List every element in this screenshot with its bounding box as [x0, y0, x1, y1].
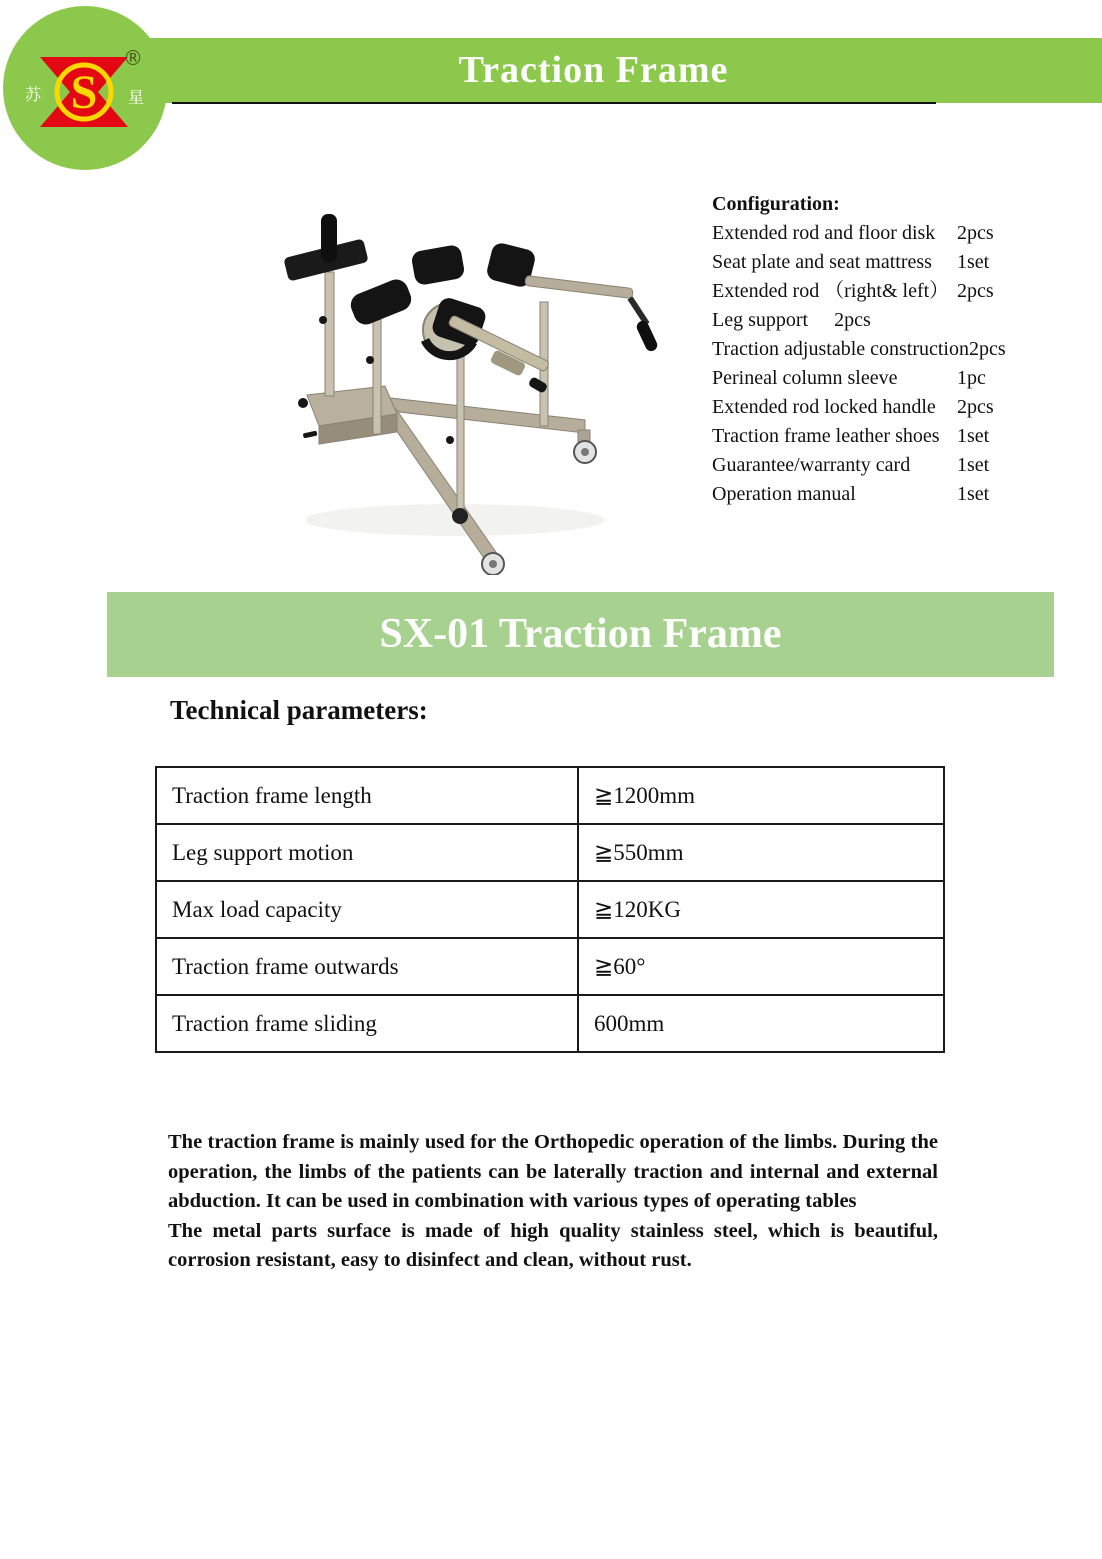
configuration-heading: Configuration:: [712, 193, 840, 215]
traction-frame-illustration: [245, 190, 715, 575]
registered-trademark-icon: ®: [123, 46, 143, 70]
spec-value: ≧120KG: [578, 881, 944, 938]
config-item: [712, 306, 1042, 335]
technical-parameters-heading: Technical parameters:: [170, 695, 428, 725]
config-item: [712, 248, 1042, 277]
logo-monogram: S: [70, 66, 98, 119]
config-item-qty: 2pcs: [834, 309, 871, 331]
page-title: Traction Frame: [458, 49, 729, 91]
config-item: [712, 422, 1042, 451]
table-row: [156, 767, 944, 824]
configuration-section: [712, 190, 1042, 509]
config-item-qty: 1set: [957, 251, 990, 273]
product-description: [168, 1128, 938, 1276]
config-item: [712, 451, 1042, 480]
config-item-qty: 2pcs: [957, 222, 994, 244]
table-row: [156, 881, 944, 938]
config-item-qty: 1set: [957, 483, 990, 505]
config-item-label: Traction adjustable construction: [712, 338, 969, 360]
table-row: [156, 938, 944, 995]
spec-param: Traction frame sliding: [156, 995, 578, 1052]
config-item-qty: 1set: [957, 425, 990, 447]
config-item-qty: 2pcs: [957, 280, 994, 302]
configuration-list: [712, 219, 1042, 509]
config-item: [712, 335, 1042, 364]
config-item-label: Extended rod and floor disk: [712, 222, 936, 244]
config-item-label: Extended rod locked handle: [712, 396, 936, 418]
description-paragraph-2: The metal parts surface is made of high quality stainless steel, which is beautiful, corrosion resistant, easy to disinfect and clean, without rust.: [168, 1219, 938, 1271]
product-photo: [245, 190, 715, 575]
config-item: [712, 364, 1042, 393]
spec-table: [155, 766, 945, 1053]
config-item-qty: 2pcs: [969, 338, 1006, 360]
spec-value: ≧1200mm: [578, 767, 944, 824]
spec-value: ≧550mm: [578, 824, 944, 881]
config-item-label: Operation manual: [712, 483, 856, 505]
spec-param: Leg support motion: [156, 824, 578, 881]
model-banner: SX-01 Traction Frame: [107, 592, 1054, 677]
company-logo: [2, 5, 168, 171]
company-logo-icon: [2, 5, 168, 171]
config-item-label: Perineal column sleeve: [712, 367, 898, 389]
table-row: [156, 995, 944, 1052]
logo-char-left: 苏: [24, 85, 42, 104]
config-item-label: Traction frame leather shoes: [712, 425, 940, 447]
config-item-label: Guarantee/warranty card: [712, 454, 911, 476]
spec-param: Traction frame outwards: [156, 938, 578, 995]
config-item-qty: 2pcs: [957, 396, 994, 418]
config-item: [712, 219, 1042, 248]
logo-char-right: 星: [127, 88, 145, 107]
table-row: [156, 824, 944, 881]
config-item-label: Extended rod （right& left）: [712, 280, 950, 302]
spec-value: 600mm: [578, 995, 944, 1052]
config-item-label: Seat plate and seat mattress: [712, 251, 932, 273]
spec-param: Traction frame length: [156, 767, 578, 824]
description-paragraph-1: The traction frame is mainly used for the Orthopedic operation of the limbs. During the operation, the limbs of the patients can be laterally traction and internal and external abduction. It can be used in combination with various types of operating tables: [168, 1131, 938, 1212]
config-item-qty: 1set: [957, 454, 990, 476]
spec-param: Max load capacity: [156, 881, 578, 938]
spec-value: ≧60°: [578, 938, 944, 995]
config-item-qty: 1pc: [957, 367, 986, 389]
config-item: [712, 277, 1042, 306]
config-item: [712, 393, 1042, 422]
config-item-label: Leg support: [712, 309, 809, 331]
config-item: [712, 480, 1042, 509]
